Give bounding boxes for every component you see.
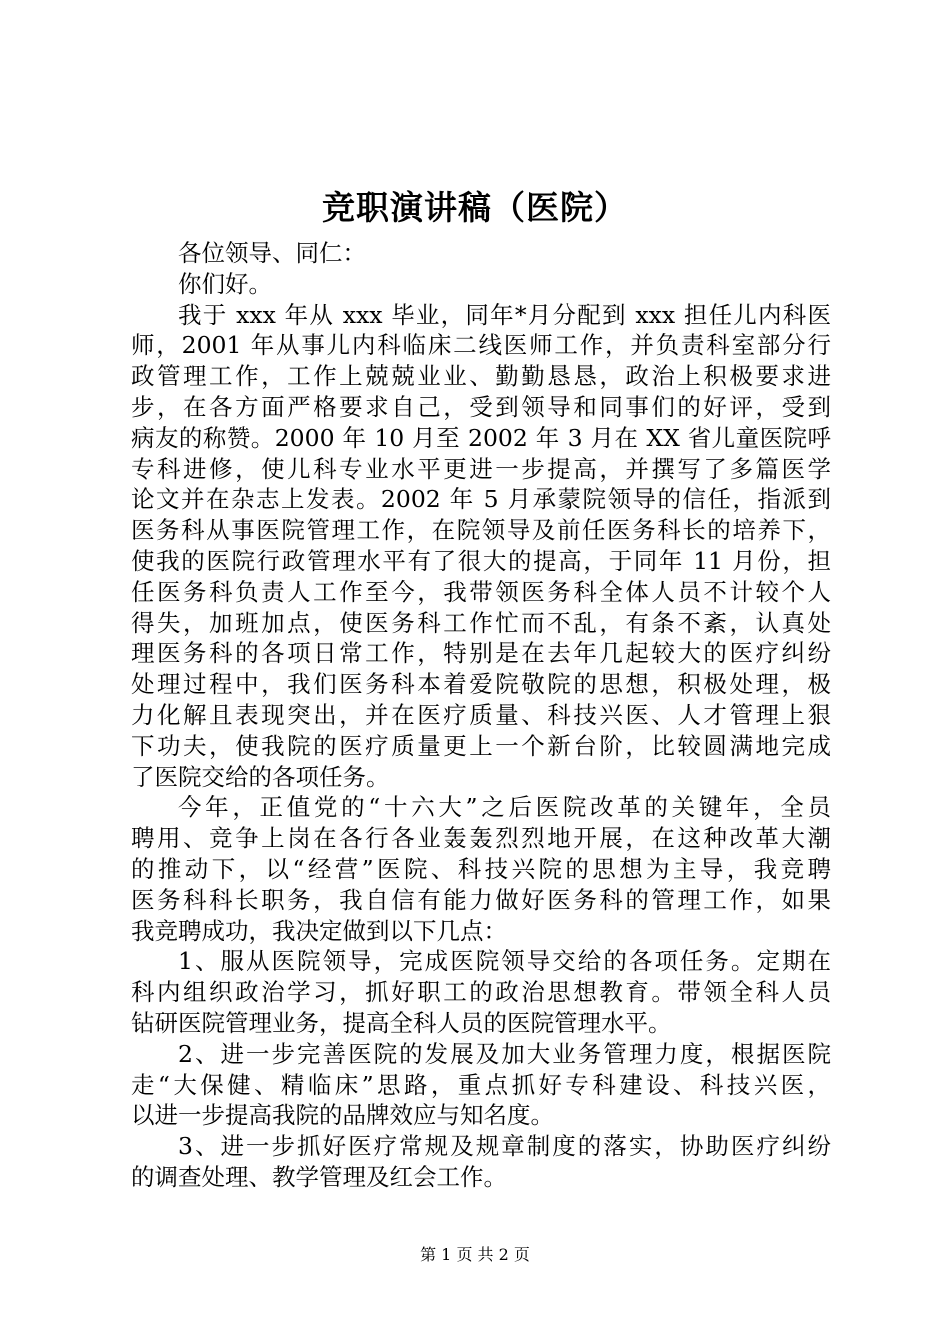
text-line: 政管理工作，工作上兢兢业业、勤勤恳恳，政治上积极要求进 bbox=[131, 362, 831, 391]
text-line: 得失，加班加点，使医务科工作忙而不乱，有条不紊，认真处 bbox=[131, 608, 831, 637]
text-line: 聘用、竞争上岗在各行各业轰轰烈烈地开展，在这种改革大潮 bbox=[131, 824, 831, 853]
text-line: 1、服从医院领导，完成医院领导交给的各项任务。定期在 bbox=[178, 947, 831, 976]
text-line: 我竞聘成功，我决定做到以下几点： bbox=[131, 916, 507, 945]
text-line: 专科进修，使儿科专业水平更进一步提高，并撰写了多篇医学 bbox=[131, 454, 831, 483]
text-line: 力化解且表现突出，并在医疗质量、科技兴医、人才管理上狠 bbox=[131, 700, 831, 729]
page-footer: 第 1 页 共 2 页 bbox=[420, 1245, 530, 1264]
page-title: 竞职演讲稿（医院） bbox=[322, 188, 628, 227]
text-line: 你们好。 bbox=[178, 269, 272, 298]
text-line: 钻研医院管理业务，提高全科人员的医院管理水平。 bbox=[131, 1008, 672, 1037]
text-line: 我于 xxx 年从 xxx 毕业，同年*月分配到 xxx 担任儿内科医 bbox=[178, 300, 831, 329]
text-line: 下功夫，使我院的医疗质量更上一个新台阶，比较圆满地完成 bbox=[131, 731, 831, 760]
text-line: 病友的称赞。2000 年 10 月至 2002 年 3 月在 XX 省儿童医院呼 bbox=[131, 423, 831, 452]
text-line: 走“大保健、精临床”思路，重点抓好专科建设、科技兴医， bbox=[131, 1070, 831, 1099]
text-line: 使我的医院行政管理水平有了很大的提高，于同年 11 月份，担 bbox=[131, 546, 831, 575]
text-line: 3、进一步抓好医疗常规及规章制度的落实，协助医疗纠纷 bbox=[178, 1132, 831, 1161]
text-line: 的推动下，以“经营”医院、科技兴院的思想为主导，我竞聘 bbox=[131, 854, 831, 883]
text-line: 医务科从事医院管理工作，在院领导及前任医务科长的培养下， bbox=[131, 516, 831, 545]
text-line: 医务科科长职务，我自信有能力做好医务科的管理工作，如果 bbox=[131, 885, 831, 914]
text-line: 的调查处理、教学管理及红会工作。 bbox=[131, 1162, 507, 1191]
text-line: 师，2001 年从事儿内科临床二线医师工作，并负责科室部分行 bbox=[131, 331, 831, 360]
text-line: 2、进一步完善医院的发展及加大业务管理力度，根据医院 bbox=[178, 1039, 831, 1068]
text-line: 以进一步提高我院的品牌效应与知名度。 bbox=[131, 1101, 554, 1130]
text-line: 了医院交给的各项任务。 bbox=[131, 762, 390, 791]
text-line: 科内组织政治学习，抓好职工的政治思想教育。带领全科人员 bbox=[131, 978, 831, 1007]
text-line: 理医务科的各项日常工作，特别是在去年几起较大的医疗纠纷 bbox=[131, 639, 831, 668]
text-line: 任医务科负责人工作至今，我带领医务科全体人员不计较个人 bbox=[131, 577, 831, 606]
text-line: 今年，正值党的“十六大”之后医院改革的关键年，全员 bbox=[178, 793, 831, 822]
document-body bbox=[131, 238, 831, 1193]
text-line: 论文并在杂志上发表。2002 年 5 月承蒙院领导的信任，指派到 bbox=[131, 485, 831, 514]
text-line: 步，在各方面严格要求自己，受到领导和同事们的好评，受到 bbox=[131, 392, 831, 421]
text-line: 各位领导、同仁： bbox=[178, 239, 366, 267]
text-line: 处理过程中，我们医务科本着爱院敬院的思想，积极处理，极 bbox=[131, 670, 831, 699]
